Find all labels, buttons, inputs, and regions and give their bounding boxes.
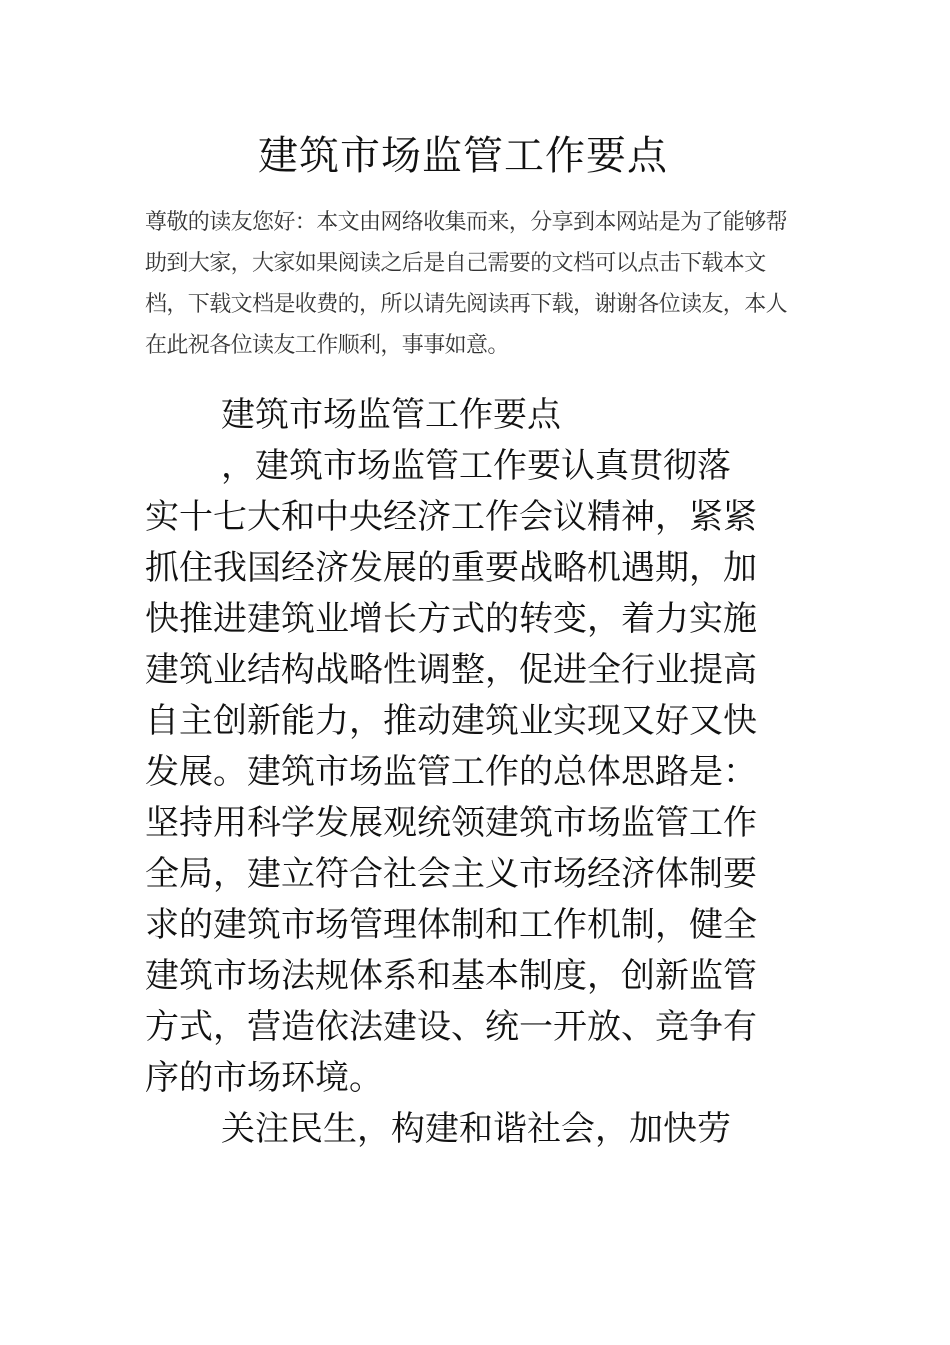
document-body	[145, 390, 760, 1155]
body-heading: 建筑市场监管工作要点	[221, 395, 561, 435]
body-paragraph: ，建筑市场监管工作要认真贯彻落实十七大和中央经济工作会议精神，紧紧抓住我国经济发展的重要战略机遇期，加快推进建筑业增长方式的转变，着力实施建筑业结构战略性调整，促进全行业提高自主创新能力，推动建筑业实现又好又快发展。建筑市场监管工作的总体思路是：坚持用科学发展观统领建筑市场监管工作全局，建立符合社会主义市场经济体制要求的建筑市场管理体制和工作机制，健全建筑市场法规体系和基本制度，创新监管方式，营造依法建设、统一开放、竞争有序的市场环境。	[145, 446, 757, 1098]
document-title: 建筑市场监管工作要点	[258, 133, 668, 179]
body-paragraph: 关注民生，构建和谐社会，加快劳	[221, 1109, 731, 1149]
reader-notice: 尊敬的读友您好：本文由网络收集而来，分享到本网站是为了能够帮助到大家，大家如果阅读之后是自己需要的文档可以点击下载本文档，下载文档是收费的，所以请先阅读再下载，谢谢各位读友，本人在此祝各位读友工作顺利，事事如意。	[145, 210, 788, 358]
